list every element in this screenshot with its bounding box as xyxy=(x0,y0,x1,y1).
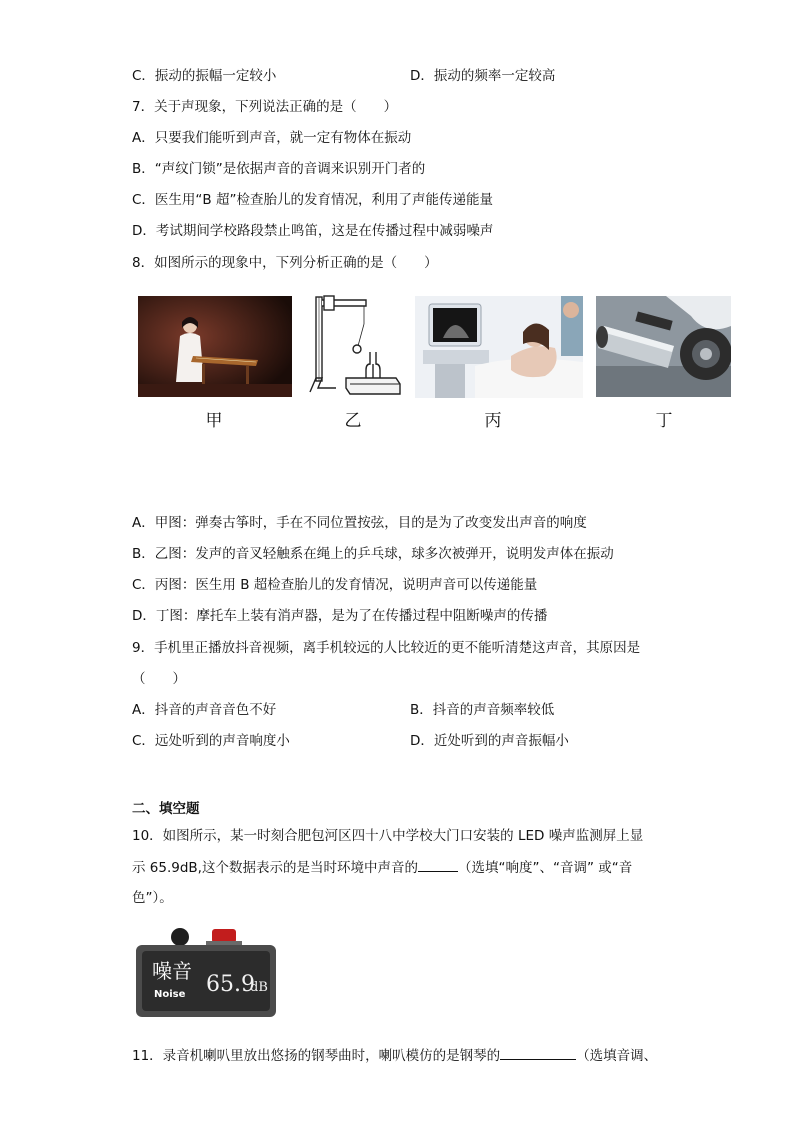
section-title: 二、填空题 xyxy=(132,801,200,817)
q9-stem-bracket: （ ） xyxy=(132,671,186,687)
q9-option-b: B．抖音的声音频率较低 xyxy=(410,702,555,718)
q8-option-a: A．甲图：弹奏古筝时，手在不同位置按弦，目的是为了改变发出声音的响度 xyxy=(132,515,587,531)
q8-option-d: D．丁图：摩托车上装有消声器，是为了在传播过程中阻断噪声的传播 xyxy=(132,608,548,624)
q11-line-1-options: （选填音调、 xyxy=(576,1048,658,1064)
guzheng-performance-image xyxy=(138,296,292,397)
q11-line-1-text: 11．录音机喇叭里放出悠扬的钢琴曲时，喇叭模仿的是钢琴的 xyxy=(132,1048,501,1064)
motorcycle-muffler-image xyxy=(596,296,731,397)
q9-stem: 9．手机里正播放抖音视频，离手机较远的人比较近的更不能听清楚这声音，其原因是 xyxy=(132,640,641,656)
q10-line-2-text: 示 65.9dB,这个数据表示的是当时环境中声音的 xyxy=(132,860,418,876)
q7-option-a: A．只要我们能听到声音，就一定有物体在振动 xyxy=(132,130,412,146)
tuning-fork-diagram xyxy=(306,294,402,400)
q9-option-a: A．抖音的声音音色不好 xyxy=(132,702,277,718)
q7-option-c: C．医生用“B 超”检查胎儿的发育情况，利用了声能传递能量 xyxy=(132,192,493,208)
q9-option-c: C．远处听到的声音响度小 xyxy=(132,733,290,749)
q6-option-c: C．振动的振幅一定较小 xyxy=(132,68,277,84)
q10-line-2-options: （选填“响度”、“音调” 或“音 xyxy=(457,860,633,876)
display-label-en: Noise xyxy=(154,989,186,1000)
q10-line-1: 10．如图所示，某一时刻合肥包河区四十八中学校大门口安装的 LED 噪声监测屏上显 xyxy=(132,828,644,844)
q6-option-d: D．振动的频率一定较高 xyxy=(410,68,556,84)
q10-line-3: 色”）。 xyxy=(132,890,173,906)
q9-option-d: D．近处听到的声音振幅小 xyxy=(410,733,569,749)
noise-monitor-image xyxy=(134,925,278,1020)
q7-option-b: B．“声纹门锁”是依据声音的音调来识别开门者的 xyxy=(132,161,426,177)
caption-yi: 乙 xyxy=(344,411,362,431)
display-value: 65.9 xyxy=(206,972,255,997)
q10-line-2 xyxy=(132,857,632,878)
q11-line-1 xyxy=(132,1045,657,1066)
display-label-cn: 噪音 xyxy=(152,959,192,983)
b-ultrasound-image xyxy=(415,296,583,398)
display-unit: dB xyxy=(250,980,268,995)
caption-ding: 丁 xyxy=(655,411,673,431)
q8-option-c: C．丙图：医生用 B 超检查胎儿的发育情况，说明声音可以传递能量 xyxy=(132,577,538,593)
q8-stem: 8．如图所示的现象中，下列分析正确的是（ ） xyxy=(132,255,438,271)
q7-option-d: D．考试期间学校路段禁止鸣笛，这是在传播过程中减弱噪声 xyxy=(132,223,494,239)
q7-stem: 7．关于声现象，下列说法正确的是（ ） xyxy=(132,99,398,115)
q8-option-b: B．乙图：发声的音叉轻触系在绳上的乒乓球，球多次被弹开，说明发声体在振动 xyxy=(132,546,614,562)
q10-answer-blank[interactable] xyxy=(418,857,458,872)
q11-answer-blank[interactable] xyxy=(500,1045,576,1060)
caption-jia: 甲 xyxy=(205,411,223,431)
caption-bing: 丙 xyxy=(484,411,502,431)
